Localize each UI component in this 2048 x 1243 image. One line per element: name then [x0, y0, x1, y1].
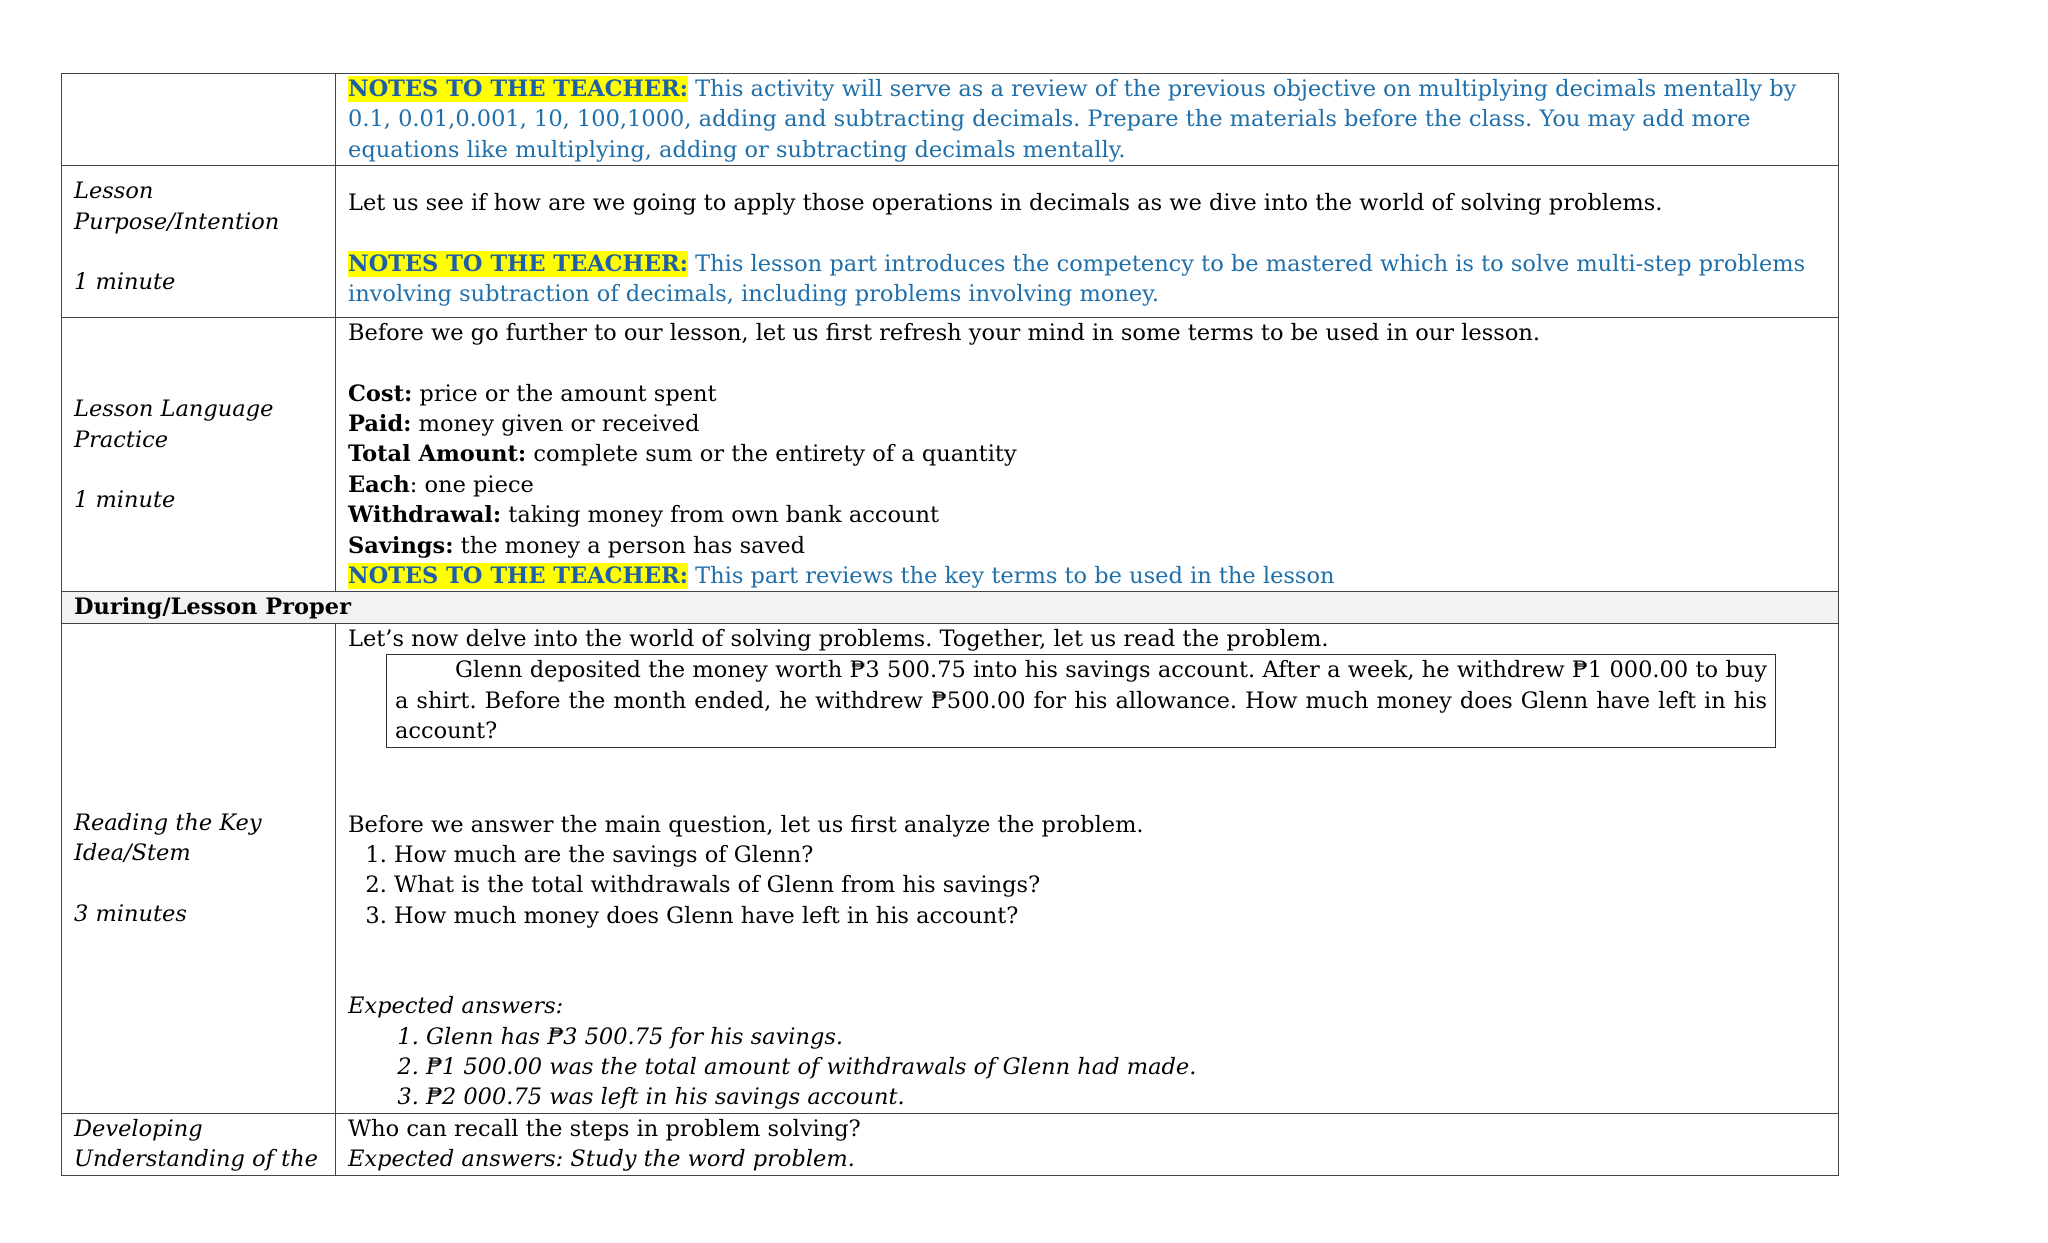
answer-item: 3. ₱2 000.75 was left in his savings account. — [426, 1082, 1826, 1112]
row-reading-key-idea — [62, 623, 1839, 1113]
answer-item: 2. ₱1 500.00 was the total amount of withdrawals of Glenn had made. — [426, 1052, 1826, 1082]
question-list — [348, 840, 1826, 931]
row4-left-cell — [62, 623, 336, 1113]
row5-right-cell — [336, 1113, 1839, 1175]
term-row — [348, 500, 1826, 530]
term-label: Savings: — [348, 532, 454, 559]
row2-right-cell — [336, 166, 1839, 318]
expected-label: Expected answers: — [348, 993, 564, 1020]
answer-item: 1. Glenn has ₱3 500.75 for his savings. — [426, 1022, 1826, 1052]
notes-text: This lesson part introduces the competency to be mastered which is to solve multi-step problems involving subtraction of decimals, including problems involving money. — [348, 250, 1806, 308]
term-definition: : one piece — [409, 471, 534, 498]
problem-text: Glenn deposited the money worth ₱3 500.75 into his savings account. After a week, he withdrew ₱1 000.00 to buy a shirt. Before the month ended, he withdrew ₱500.00 for his allowance. How much money does Glenn have left in his account? — [395, 657, 1767, 745]
answer-list — [348, 1022, 1826, 1113]
row4-right-cell — [336, 623, 1839, 1113]
row-review-notes — [62, 74, 1839, 166]
term-row — [348, 470, 1826, 500]
term-definition: taking money from own bank account — [501, 502, 940, 529]
term-definition: price or the amount spent — [412, 380, 717, 407]
term-definition: the money a person has saved — [453, 532, 805, 559]
question-item: 2. What is the total withdrawals of Glenn from his savings? — [394, 870, 1826, 900]
row2-left-cell — [62, 166, 336, 318]
question-item: 1. How much are the savings of Glenn? — [394, 840, 1826, 870]
notes-label: NOTES TO THE TEACHER: — [348, 563, 688, 590]
row-time: 1 minute — [74, 487, 176, 514]
lesson-intro: Let us see if how are we going to apply those operations in decimals as we dive into the world of solving problems. — [348, 190, 1663, 217]
analyze-instruction: Before we answer the main question, let us first analyze the problem. — [348, 811, 1144, 838]
notes-text: This activity will serve as a review of the previous objective on multiplying decimals mentally by 0.1, 0.01,0.001, 10, 100,1000, adding and subtracting decimals. Prepare the materials before the class. You may add more equations like multiplying, adding or subtracting decimals mentally. — [348, 76, 1797, 163]
row-time: 3 minutes — [74, 900, 187, 927]
row-title: Developing — [74, 1115, 203, 1142]
row-title: Practice — [74, 426, 169, 453]
term-label: Withdrawal: — [348, 502, 502, 529]
row-lesson-purpose — [62, 166, 1839, 318]
row-time: 1 minute — [74, 269, 176, 296]
term-label: Each — [348, 471, 410, 498]
row-title: Reading the Key — [74, 809, 262, 836]
term-label: Paid: — [348, 411, 412, 438]
problem-box — [386, 654, 1776, 747]
lesson-intro: Before we go further to our lesson, let us first refresh your mind in some terms to be used in our lesson. — [348, 320, 1541, 347]
expected-answer: Expected answers: Study the word problem. — [348, 1146, 855, 1173]
lesson-intro: Let’s now delve into the world of solving problems. Together, let us read the problem. — [348, 625, 1329, 652]
row1-left-cell — [62, 74, 336, 166]
recall-question: Who can recall the steps in problem solving? — [348, 1115, 861, 1142]
lesson-plan-table — [61, 73, 1839, 1176]
row3-right-cell — [336, 318, 1839, 592]
term-row — [348, 531, 1826, 561]
term-row — [348, 439, 1826, 469]
section-title: During/Lesson Proper — [62, 592, 1839, 623]
row-title: Understanding of the — [74, 1146, 318, 1173]
row-title: Lesson Purpose/Intention — [74, 178, 280, 235]
row-title: Lesson Language — [74, 396, 274, 423]
row-developing-understanding — [62, 1113, 1839, 1175]
term-row — [348, 379, 1826, 409]
term-definition: money given or received — [411, 411, 700, 438]
row1-right-cell — [336, 74, 1839, 166]
term-label: Total Amount: — [348, 441, 527, 468]
row-language-practice — [62, 318, 1839, 592]
row3-left-cell — [62, 318, 336, 592]
row5-left-cell — [62, 1113, 336, 1175]
notes-label: NOTES TO THE TEACHER: — [348, 76, 688, 102]
notes-text: This part reviews the key terms to be used in the lesson — [695, 563, 1335, 590]
term-label: Cost: — [348, 380, 413, 407]
notes-label: NOTES TO THE TEACHER: — [348, 250, 688, 277]
term-definition: complete sum or the entirety of a quantity — [526, 441, 1017, 468]
row-title: Idea/Stem — [74, 840, 191, 867]
section-header — [62, 592, 1839, 623]
term-row — [348, 409, 1826, 439]
question-item: 3. How much money does Glenn have left in his account? — [394, 901, 1826, 931]
